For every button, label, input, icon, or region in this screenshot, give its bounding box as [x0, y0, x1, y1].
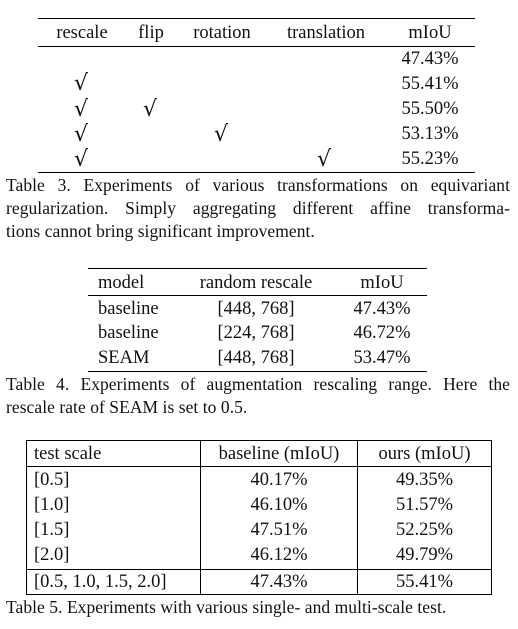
table-5-header-test-scale: test scale — [34, 444, 102, 464]
table-5-row-1-scale: [0.5] — [34, 470, 70, 490]
table-5-row-1-baseline: 40.17% — [250, 470, 308, 490]
table-3-row-2-miou: 55.41% — [401, 74, 459, 94]
table-3-row-4-miou: 53.13% — [401, 124, 459, 144]
table-4-row-2-miou: 46.72% — [353, 323, 411, 343]
table-4-row-1-range: [448, 768] — [217, 299, 295, 319]
table-5-row-4-baseline: 46.12% — [250, 545, 308, 565]
table-3-header-translation: translation — [286, 23, 366, 43]
table-4-bottom-rule — [88, 371, 427, 372]
table-5-top-rule — [26, 440, 492, 441]
table-3-row-4-rotation-check: √ — [214, 122, 229, 147]
table-3-header-rule — [38, 46, 475, 47]
table-4-top-rule — [88, 268, 427, 269]
table-5-header-rule — [26, 466, 492, 467]
table-5-header-ours: ours (mIoU) — [378, 444, 471, 464]
table-4-row-3-model: SEAM — [98, 348, 150, 368]
table-3-row-3-rescale-check: √ — [74, 97, 89, 122]
table-4-row-3-miou: 53.47% — [353, 348, 411, 368]
table-5-bottom-rule — [26, 594, 492, 595]
table-4-header-miou: mIoU — [360, 273, 404, 293]
table-3-row-4-rescale-check: √ — [74, 122, 89, 147]
table-5-row-3-baseline: 47.51% — [250, 520, 308, 540]
table-4-header-model: model — [98, 273, 145, 293]
table-5-separator-rule — [26, 569, 492, 570]
table-4-row-2-range: [224, 768] — [217, 323, 295, 343]
table-3-caption — [6, 174, 510, 243]
table-5-row-5-scale: [0.5, 1.0, 1.5, 2.0] — [34, 572, 167, 592]
table-3-row-1-miou: 47.43% — [401, 49, 459, 69]
table-5-right-rule — [491, 440, 492, 594]
table-4-header-random-rescale: random rescale — [199, 273, 313, 293]
table-3-row-2-rescale-check: √ — [74, 71, 89, 96]
table-3-row-5-translation-check: √ — [317, 147, 332, 172]
table-5-header-baseline: baseline (mIoU) — [218, 444, 340, 464]
table-3-top-rule — [38, 18, 475, 19]
table-4-row-3-range: [448, 768] — [217, 348, 295, 368]
table-3-row-5-miou: 55.23% — [401, 149, 459, 169]
table-5-row-3-ours: 52.25% — [395, 520, 454, 540]
table-4-row-1-miou: 47.43% — [353, 299, 411, 319]
table-5-row-4-scale: [2.0] — [34, 545, 70, 565]
table-5-row-2-ours: 51.57% — [395, 495, 454, 515]
table-3-row-3-miou: 55.50% — [401, 99, 459, 119]
table-5-row-5-baseline: 47.43% — [250, 572, 308, 592]
table-4-caption — [6, 373, 510, 419]
table-4-caption-line-2: rescale rate of SEAM is set to 0.5. — [6, 397, 248, 417]
table-5-left-rule — [26, 440, 27, 594]
table-3-row-3-flip-check: √ — [143, 97, 158, 122]
table-5-row-1-ours: 49.35% — [395, 470, 454, 490]
table-3-header-rescale: rescale — [56, 23, 108, 43]
table-3-header-rotation: rotation — [193, 23, 251, 43]
table-5-row-5-ours: 55.41% — [395, 572, 454, 592]
table-4-header-rule — [88, 295, 427, 296]
table-5-row-2-scale: [1.0] — [34, 495, 70, 515]
table-3-caption-line-3: tions cannot bring significant improvement. — [6, 221, 315, 241]
table-5-caption: Table 5. Experiments with various single- and multi-scale test. — [6, 597, 447, 617]
table-3-caption-line-1: Table 3. Experiments of various transformations on equivariant — [6, 175, 510, 195]
table-3-caption-line-2: regularization. Simply aggregating different affine transforma- — [6, 198, 510, 218]
table-3-header-miou: mIoU — [408, 23, 452, 43]
table-3-header-flip: flip — [138, 23, 164, 43]
table-4-caption-line-1: Table 4. Experiments of augmentation rescaling range. Here the — [6, 374, 510, 394]
table-4-row-1-model: baseline — [98, 299, 159, 319]
table-3-bottom-rule — [38, 172, 475, 173]
table-5-row-2-baseline: 46.10% — [250, 495, 308, 515]
table-4-row-2-model: baseline — [98, 323, 159, 343]
table-5-row-3-scale: [1.5] — [34, 520, 70, 540]
table-5-row-4-ours: 49.79% — [395, 545, 454, 565]
table-3-row-5-rescale-check: √ — [74, 147, 89, 172]
